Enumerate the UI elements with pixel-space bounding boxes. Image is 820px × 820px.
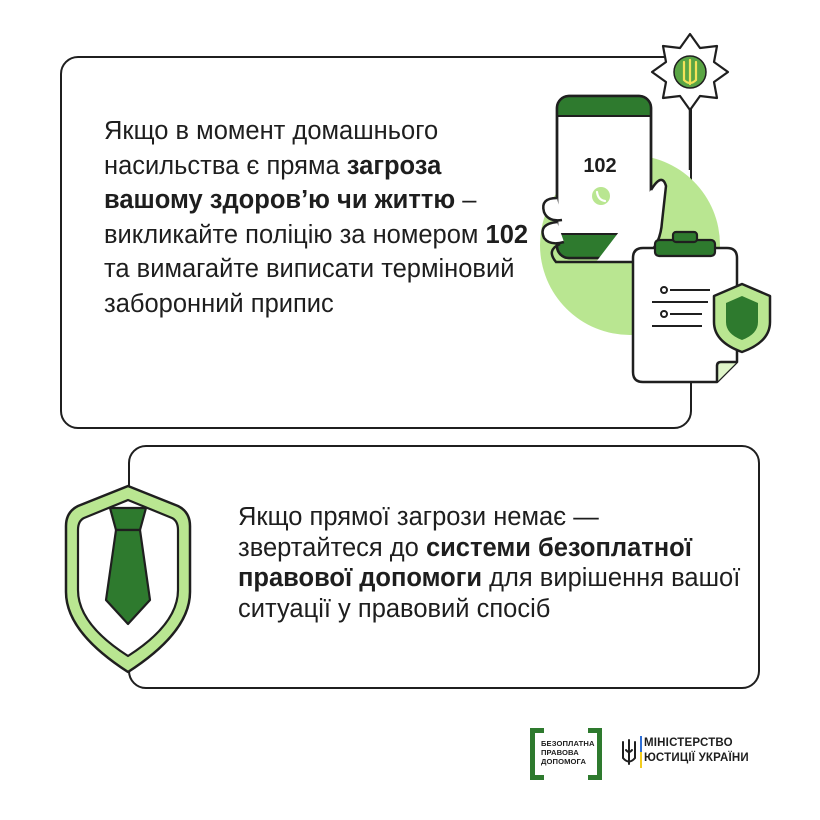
text-segment: для вирішення вашої ситуації у правовий спосіб: [238, 564, 741, 623]
text-emphasis-system: системи безоплатної правової допомоги: [238, 533, 692, 592]
ministry-name-line2: ЮСТИЦІЇ УКРАЇНИ: [644, 752, 749, 764]
text-segment: – викликайте поліцію за номером: [104, 186, 486, 249]
text-emphasis-threat: загроза вашому здоров’ю чи життю: [104, 151, 456, 215]
text-segment: Якщо в момент домашнього насильства є пряма: [104, 117, 439, 180]
phone-number: 102: [583, 155, 617, 177]
text-segment: Якщо прямої загрози немає — звертайтеся до: [238, 503, 599, 562]
legal-aid-advice-text: [238, 502, 748, 624]
ministry-name: [644, 736, 749, 766]
shield-tie-icon: [66, 486, 190, 672]
legal-aid-logo[interactable]: [530, 728, 602, 780]
ministry-name-line1: МІНІСТЕРСТВО: [644, 737, 733, 749]
ministry-logo[interactable]: [620, 734, 770, 774]
flag-bar: [640, 736, 642, 768]
legal-aid-logo-text: БЕЗОПЛАТНА ПРАВОВА ДОПОМОГА: [541, 739, 595, 767]
text-segment: та вимагайте виписати терміновий заборонний припис: [104, 255, 515, 318]
trident-icon: [620, 738, 638, 768]
text-emphasis-number: 102: [485, 220, 529, 249]
